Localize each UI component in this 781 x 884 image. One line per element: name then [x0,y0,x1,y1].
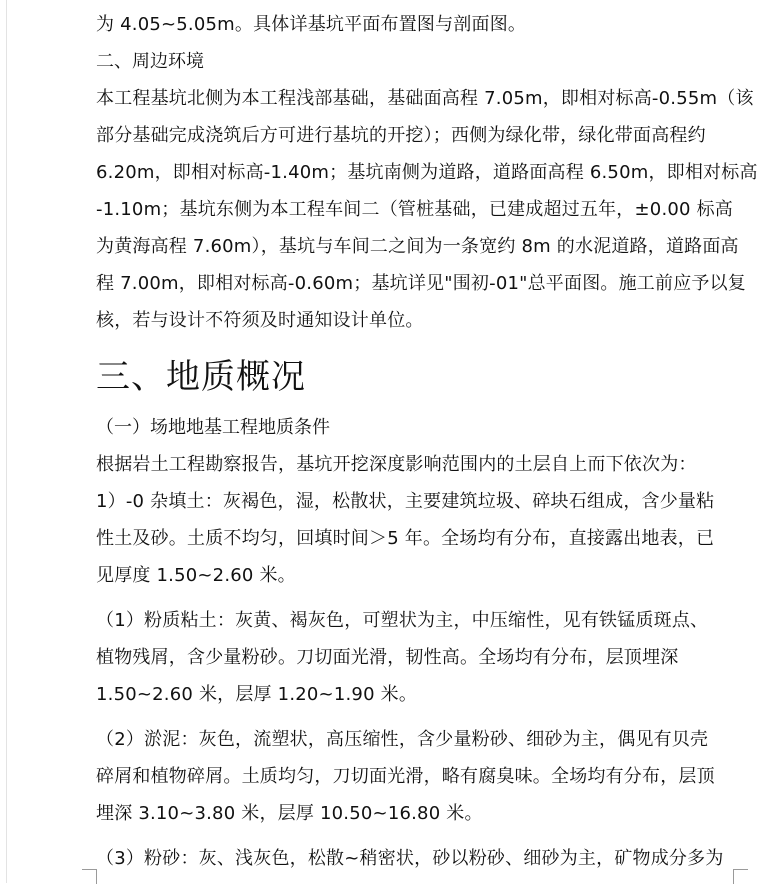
soil-layer-silty-clay [96,602,732,713]
paragraph-line: 为 4.05~5.05m。具体详基坑平面布置图与剖面图。 [96,14,527,35]
soil-layer-silt-mud [96,721,732,832]
paragraph-line: （3）粉砂：灰、浅灰色，松散~稍密状，砂以粉砂、细砂为主，矿物成分多为 [96,848,724,869]
paragraph-line: 1.50~2.60 米，层厚 1.20~1.90 米。 [96,684,418,705]
crop-mark-bottom-left [82,869,97,884]
paragraph-line: 程 7.00m，即相对标高-0.60m；基坑详见"围初-01"总平面图。施工前应予以复 [96,273,746,294]
subsection-heading-site-conditions: （一）场地地基工程地质条件 [96,417,330,438]
paragraph-line: 碎屑和植物碎屑。土质均匀，刀切面光滑，略有腐臭味。全场均有分布，层顶 [96,766,715,787]
document-body [96,6,758,877]
paragraph-line: 1）-0 杂填土：灰褐色，湿，松散状，主要建筑垃圾、碎块石组成，含少量粘 [96,491,715,512]
soil-layer-fill [96,483,732,594]
paragraph-line: 见厚度 1.50~2.60 米。 [96,565,296,586]
soil-layer-silty-sand [96,840,732,877]
paragraph-line: 埋深 3.10~3.80 米，层厚 10.50~16.80 米。 [96,803,483,824]
paragraph-line: （2）淤泥：灰色，流塑状，高压缩性，含少量粉砂、细砂为主，偶见有贝壳 [96,729,709,750]
paragraph-line: 核，若与设计不符须及时通知设计单位。 [96,310,424,331]
paragraph-line: （1）粉质粘土：灰黄、褐灰色，可塑状为主，中压缩性，见有铁锰质斑点、 [96,610,709,631]
section-heading-surroundings: 二、周边环境 [96,51,204,72]
paragraph-line: 为黄海高程 7.60m），基坑与车间二之间为一条宽约 8m 的水泥道路，道路面高 [96,236,739,257]
paragraph-line: -1.10m；基坑东侧为本工程车间二（管桩基础，已建成超过五年，±0.00 标高 [96,199,733,220]
chapter-heading-geology: 三、地质概况 [96,357,306,397]
paragraph-line: 部分基础完成浇筑后方可进行基坑的开挖）；西侧为绿化带，绿化带面高程约 [96,125,706,146]
paragraph-line: 本工程基坑北侧为本工程浅部基础，基础面高程 7.05m，即相对标高-0.55m（该 [96,88,754,109]
paragraph-surroundings [96,80,758,339]
paragraph-line: 性土及砂。土质不均匀，回填时间＞5 年。全场均有分布，直接露出地表，已 [96,528,715,549]
paragraph-line: 植物残屑，含少量粉砂。刀切面光滑，韧性高。全场均有分布，层顶埋深 [96,647,679,668]
paragraph-line: 6.20m，即相对标高-1.40m；基坑南侧为道路，道路面高程 6.50m，即相对标高 [96,162,758,183]
page-left-edge [6,0,7,883]
crop-mark-bottom-right [733,869,748,884]
paragraph-intro: 根据岩土工程勘察报告，基坑开挖深度影响范围内的土层自上而下依次为： [96,454,697,475]
